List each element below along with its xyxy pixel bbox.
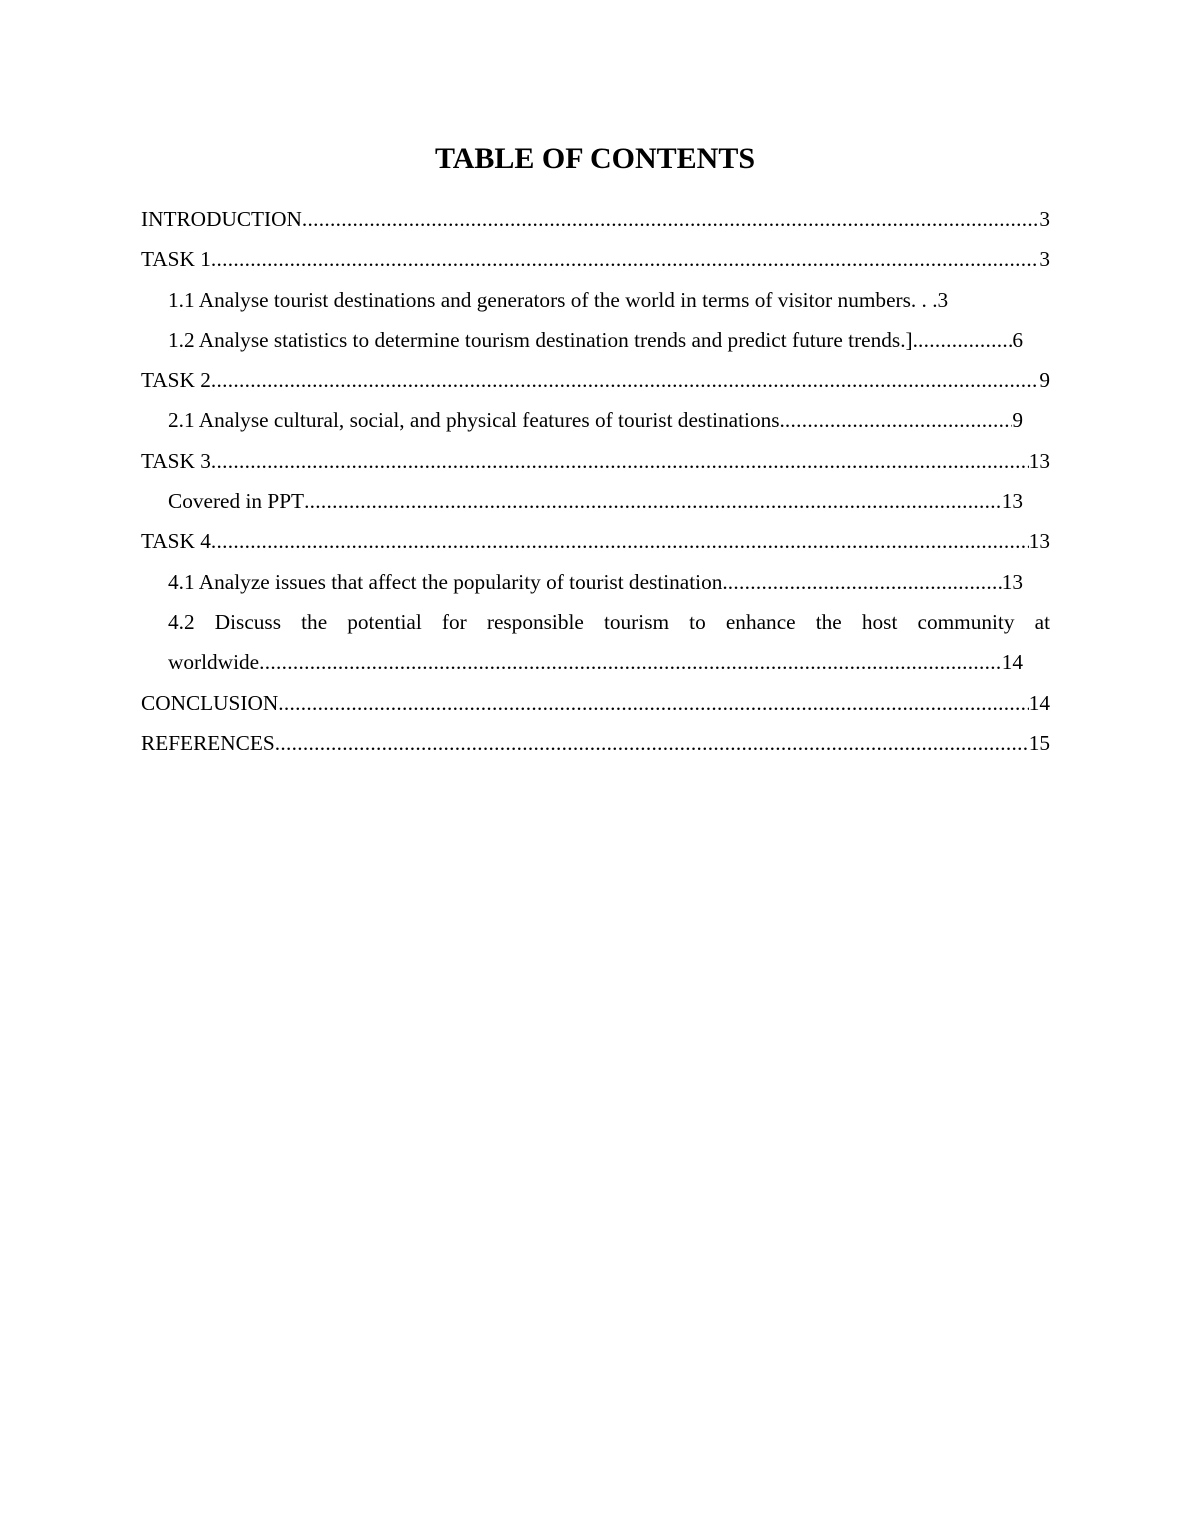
toc-entry-label: CONCLUSION [141, 690, 279, 715]
toc-entry-1-1[interactable] [168, 280, 1023, 320]
page-title: TABLE OF CONTENTS [434, 142, 756, 175]
toc-entry-task-3[interactable] [141, 441, 1050, 481]
toc-page-number: 9 [1039, 368, 1050, 393]
toc-page-number: 3 [1039, 247, 1050, 272]
dot-leader [211, 360, 1039, 400]
dot-leader [302, 199, 1039, 239]
toc-page-number: 15 [1028, 730, 1050, 755]
toc-page-number: 13 [1028, 529, 1050, 554]
toc-entry-4-2-line-1[interactable] [168, 602, 1050, 642]
toc-entry-4-2-line-2[interactable] [168, 642, 1023, 682]
toc-page-number: 14 [1001, 650, 1023, 675]
toc-entry-label: REFERENCES [141, 730, 275, 755]
toc-entry-2-1[interactable] [168, 400, 1023, 440]
dot-leader [211, 239, 1039, 279]
toc-entry-task-4[interactable] [141, 521, 1050, 561]
toc-entry-covered-in-ppt[interactable] [168, 481, 1023, 521]
table-of-contents [141, 199, 1050, 763]
toc-page-number: 14 [1028, 690, 1050, 715]
toc-entry-introduction[interactable] [141, 199, 1050, 239]
toc-entry-label: 4.1 Analyze issues that affect the popularity of tourist destination. [168, 569, 728, 594]
dot-leader [918, 320, 1012, 360]
toc-page-number: 13 [1001, 569, 1023, 594]
dot-leader [728, 562, 1002, 602]
toc-page-number: 9 [1012, 408, 1023, 433]
toc-entry-label: 1.2 Analyse statistics to determine tourism destination trends and predict future trends.]. [168, 327, 918, 352]
dot-leader [211, 441, 1029, 481]
toc-entry-label: 2.1 Analyse cultural, social, and physical features of tourist destinations. [168, 408, 785, 433]
toc-entry-1-2[interactable] [168, 320, 1023, 360]
toc-entry-label: TASK 2 [141, 368, 211, 393]
toc-page-number: 3 [937, 287, 949, 312]
dot-leader [304, 481, 1002, 521]
toc-page-number: 3 [1039, 207, 1050, 231]
toc-entry-label: 4.2 Discuss the potential for responsible tourism to enhance the host community at [168, 609, 1050, 634]
toc-entry-task-1[interactable] [141, 239, 1050, 279]
toc-entry-label: Covered in PPT [168, 489, 305, 514]
toc-page-number: 6 [1012, 327, 1023, 352]
toc-entry-references[interactable] [141, 723, 1050, 763]
toc-page-number: 13 [1001, 489, 1023, 514]
toc-page-number: 13 [1028, 448, 1050, 473]
toc-entry-label: TASK 4 [141, 529, 211, 554]
toc-entry-label: TASK 1 [141, 247, 211, 272]
toc-entry-label: 1.1 Analyse tourist destinations and generators of the world in terms of visitor numbers. . . [168, 287, 938, 312]
toc-entry-4-1[interactable] [168, 562, 1023, 602]
toc-entry-task-2[interactable] [141, 360, 1050, 400]
toc-entry-conclusion[interactable] [141, 683, 1050, 723]
dot-leader [211, 521, 1029, 561]
dot-leader [275, 723, 1029, 763]
toc-entry-label: TASK 3 [141, 448, 211, 473]
dot-leader [278, 683, 1028, 723]
dot-leader [259, 642, 1002, 682]
dot-leader [785, 400, 1012, 440]
toc-entry-label: worldwide [168, 650, 260, 675]
toc-entry-label: INTRODUCTION [141, 207, 302, 231]
